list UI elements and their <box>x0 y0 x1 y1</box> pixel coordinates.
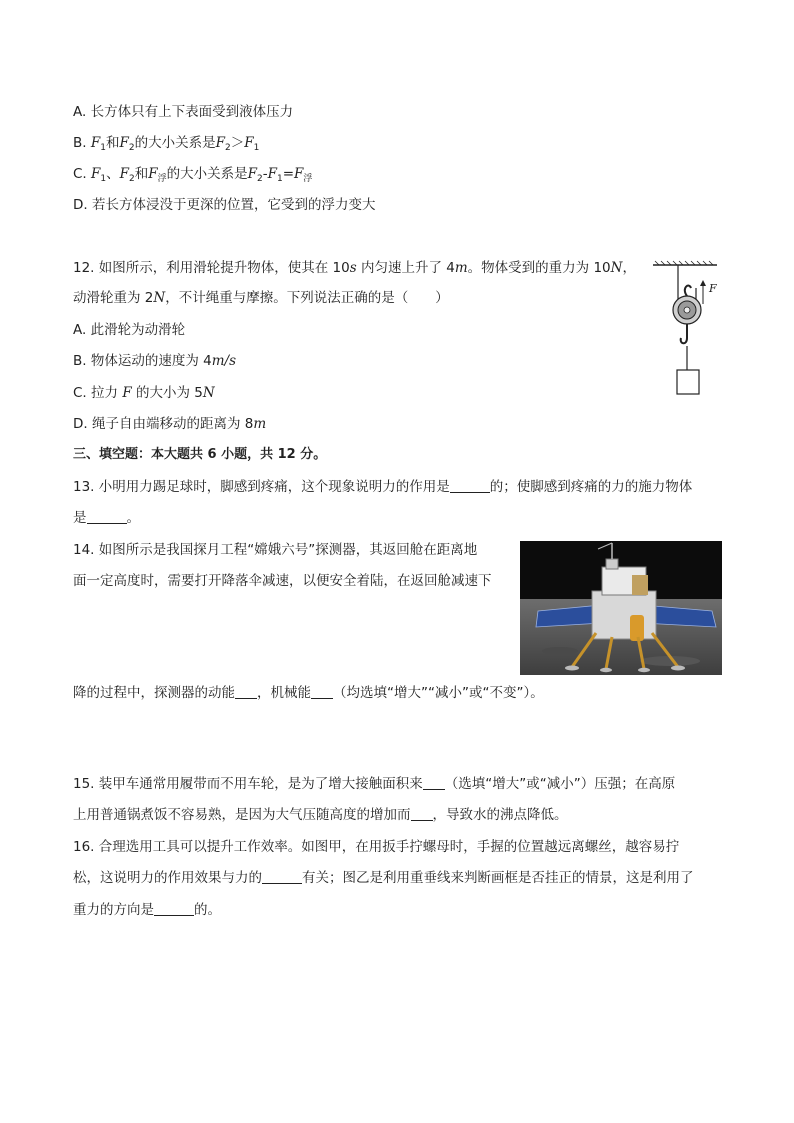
answer-blank <box>235 684 257 699</box>
weight-box <box>677 370 699 394</box>
foot <box>638 668 650 672</box>
hook-bottom <box>681 324 687 343</box>
q11-option-b: B. $F_1$和$F_2$的大小关系是$F_2>F_1$ <box>73 135 260 153</box>
q16-line3: 重力的方向是 的。 <box>73 902 221 918</box>
q11-option-a: A. 长方体只有上下表面受到液体压力 <box>73 104 294 120</box>
foot <box>600 668 612 672</box>
answer-blank <box>450 478 490 493</box>
gold-tank <box>630 615 644 641</box>
answer-blank <box>262 869 302 884</box>
q12-option-a: A. 此滑轮为动滑轮 <box>73 322 186 338</box>
q14-line2: 面一定高度时，需要打开降落伞减速，以便安全着陆，在返回舱减速下 <box>73 573 492 589</box>
q12-option-b: B. 物体运动的速度为 4m/s <box>73 353 237 369</box>
q13-line1: 13. 小明用力踢足球时，脚感到疼痛，这个现象说明力的作用是 的；使脚感到疼痛的力的施力物体 <box>73 479 693 495</box>
q11-option-d: D. 若长方体浸没于更深的位置，它受到的浮力变大 <box>73 197 376 213</box>
force-label: F <box>709 282 717 295</box>
gold-foil <box>632 575 648 595</box>
q15-line2: 上用普通锅煮饭不容易熟，是因为大气压随高度的增加而 ，导致水的沸点降低。 <box>73 807 568 823</box>
antenna-base <box>606 559 618 569</box>
q15-line1: 15. 装甲车通常用履带而不用车轮，是为了增大接触面积来 （选填“增大”或“减小”）压强；在高原 <box>73 776 676 792</box>
q12-option-d: D. 绳子自由端移动的距离为 8m <box>73 416 267 432</box>
answer-blank <box>311 684 333 699</box>
q14-line3: 降的过程中，探测器的动能 ，机械能 （均选填“增大”“减小”或“不变”）。 <box>73 685 544 701</box>
section-heading: 三、填空题：本大题共 6 小题，共 12 分。 <box>73 447 327 462</box>
foot <box>671 666 685 671</box>
q16-line1: 16. 合理选用工具可以提升工作效率。如图甲，在用扳手拧螺母时，手握的位置越远离螺丝，越容易拧 <box>73 839 680 855</box>
q16-line2: 松，这说明力的作用效果与力的 有关；图乙是利用重垂线来判断画框是否挂正的情景，这是利用了 <box>73 870 694 886</box>
force-arrow-head <box>700 280 706 286</box>
q12-stem-line2: 动滑轮重为 2N，不计绳重与摩擦。下列说法正确的是（ ） <box>73 290 449 306</box>
q14-line1: 14. 如图所示是我国探月工程“嫦娥六号”探测器，其返回舱在距离地 <box>73 542 478 558</box>
crater <box>542 647 578 655</box>
q12-stem-line1: 12. 如图所示，利用滑轮提升物体，使其在 10s 内匀速上升了 4m。物体受到的重力为 10N， <box>73 260 636 276</box>
answer-blank <box>411 806 433 821</box>
foot <box>565 666 579 671</box>
answer-blank <box>423 775 445 790</box>
hook-top <box>685 286 691 296</box>
answer-blank <box>87 509 127 524</box>
lander-photo <box>520 541 722 675</box>
q12-option-c: C. 拉力 F 的大小为 5N <box>73 385 215 401</box>
lander-body <box>592 591 656 639</box>
q13-line2: 是 。 <box>73 510 140 526</box>
answer-blank <box>154 901 194 916</box>
pulley-figure <box>645 258 725 400</box>
pulley-axle <box>684 307 690 313</box>
q11-option-c: C. $F_1$、$F_2$和$F_浮$的大小关系是$F_2-F_1=F_浮$ <box>73 166 313 184</box>
